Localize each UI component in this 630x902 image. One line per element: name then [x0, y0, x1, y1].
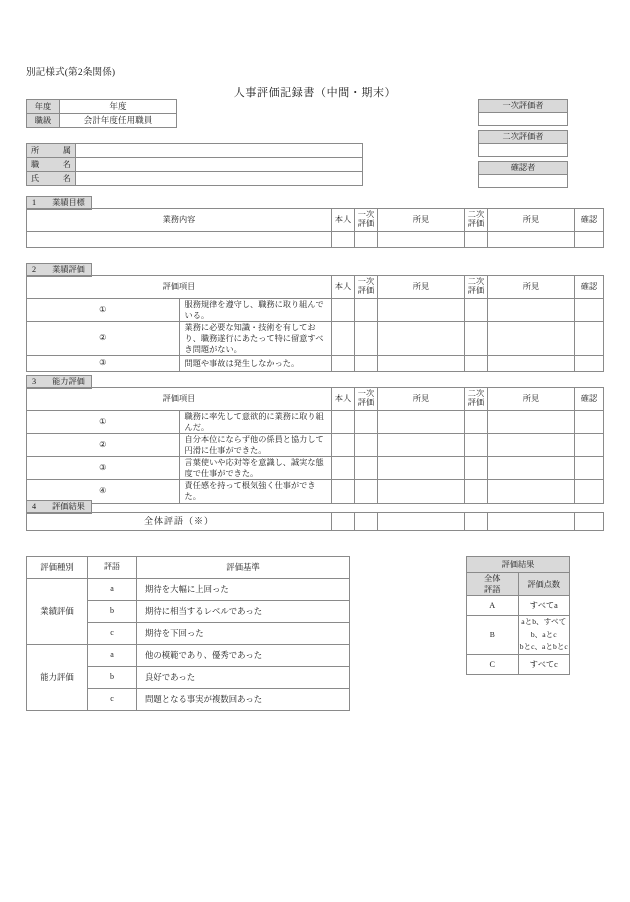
section-4-table — [26, 512, 604, 531]
col-overall-grade: 全体 評語 — [467, 573, 519, 596]
self-input[interactable] — [332, 356, 355, 372]
col-remark-second: 所見 — [488, 276, 575, 299]
remark-first-input[interactable] — [378, 434, 465, 457]
result-legend-table — [466, 556, 570, 675]
table-header-row — [27, 276, 604, 299]
job-title-value[interactable] — [76, 158, 363, 172]
second-eval-input[interactable] — [465, 299, 488, 322]
col-eval-kind: 評価種別 — [27, 557, 88, 579]
first-eval-input[interactable] — [355, 480, 378, 503]
table-header-row — [27, 388, 604, 411]
criteria-standard: 期待に相当するレベルであった — [137, 601, 350, 623]
col-first-eval: 一次 評価 — [355, 209, 378, 232]
confirm-input[interactable] — [575, 232, 604, 248]
evaluator-confirmer-label: 確認者 — [479, 162, 568, 175]
result-points: aとb、すべてb、aとc bとc、aとbとc — [518, 616, 570, 655]
first-eval-input[interactable] — [355, 232, 378, 248]
col-eval-points: 評価点数 — [518, 573, 570, 596]
result-legend-title: 評価結果 — [467, 557, 570, 573]
result-grade: A — [467, 596, 519, 616]
form-identifier: 別記様式(第2条関係) — [26, 68, 116, 78]
table-row — [27, 356, 604, 372]
table-header-row — [27, 557, 350, 579]
col-self: 本人 — [332, 388, 355, 411]
section-4-number: 4 — [32, 502, 37, 511]
self-input[interactable] — [332, 513, 355, 531]
remark-first-input[interactable] — [378, 299, 465, 322]
table-row — [27, 480, 604, 503]
row-number: ② — [27, 434, 180, 457]
criteria-table — [26, 556, 350, 711]
criteria-grade: c — [88, 623, 137, 645]
col-first-eval: 一次 評価 — [355, 276, 378, 299]
criteria-standard: 期待を大幅に上回った — [137, 579, 350, 601]
name-value[interactable] — [76, 172, 363, 186]
section-3-number: 3 — [32, 377, 37, 386]
second-eval-input[interactable] — [465, 356, 488, 372]
col-self: 本人 — [332, 209, 355, 232]
criteria-grade: a — [88, 645, 137, 667]
criteria-standard: 期待を下回った — [137, 623, 350, 645]
section-3-label: 能力評価 — [52, 377, 85, 386]
eval-item-text: 問題や事故は発生しなかった。 — [179, 356, 332, 372]
col-second-eval: 二次 評価 — [465, 209, 488, 232]
col-first-eval: 一次 評価 — [355, 388, 378, 411]
affiliation-label: 所属 — [27, 144, 76, 158]
first-eval-input[interactable] — [355, 513, 378, 531]
name-label: 氏名 — [27, 172, 76, 186]
section-1-label: 業績目標 — [52, 198, 85, 207]
table-row — [27, 144, 363, 158]
second-eval-input[interactable] — [465, 480, 488, 503]
affiliation-value[interactable] — [76, 144, 363, 158]
criteria-kind-performance: 業績評価 — [27, 579, 88, 645]
remark-second-input[interactable] — [488, 232, 575, 248]
table-row — [27, 100, 177, 114]
table-row — [27, 645, 350, 667]
row-number: ① — [27, 299, 180, 322]
remark-first-input[interactable] — [378, 232, 465, 248]
second-eval-input[interactable] — [465, 513, 488, 531]
remark-second-input[interactable] — [488, 299, 575, 322]
section-4-label: 評価結果 — [52, 502, 85, 511]
self-input[interactable] — [332, 232, 355, 248]
first-eval-input[interactable] — [355, 411, 378, 434]
section-1-table — [26, 208, 604, 248]
remark-second-input[interactable] — [488, 513, 575, 531]
criteria-kind-ability: 能力評価 — [27, 645, 88, 711]
col-remark-second: 所見 — [488, 209, 575, 232]
row-number: ③ — [27, 457, 180, 480]
self-input[interactable] — [332, 434, 355, 457]
table-row — [27, 232, 604, 248]
remark-first-input[interactable] — [378, 356, 465, 372]
confirm-input[interactable] — [575, 322, 604, 356]
evaluator-secondary-label: 二次評価者 — [479, 131, 568, 144]
eval-item-text: 言葉使いや応対等を意識し、誠実な態度で仕事ができた。 — [179, 457, 332, 480]
col-remark-first: 所見 — [378, 388, 465, 411]
eval-item-text: 職務に率先して意欲的に業務に取り組んだ。 — [179, 411, 332, 434]
col-remark-first: 所見 — [378, 276, 465, 299]
evaluator-confirmer-value[interactable] — [479, 175, 568, 188]
section-2-label: 業績評価 — [52, 265, 85, 274]
table-row — [27, 114, 177, 128]
first-eval-input[interactable] — [355, 434, 378, 457]
col-second-eval: 二次 評価 — [465, 276, 488, 299]
section-2-number: 2 — [32, 265, 37, 274]
evaluator-primary — [478, 99, 568, 126]
eval-item-text: 業務に必要な知識・技術を有しており、職務遂行にあたって特に留意すべき問題がない。 — [179, 322, 332, 356]
col-confirm: 確認 — [575, 209, 604, 232]
confirm-input[interactable] — [575, 299, 604, 322]
criteria-standard: 良好であった — [137, 667, 350, 689]
table-row — [467, 654, 570, 674]
remark-first-input[interactable] — [378, 322, 465, 356]
table-row — [27, 434, 604, 457]
remark-first-input[interactable] — [378, 457, 465, 480]
col-second-eval: 二次 評価 — [465, 388, 488, 411]
col-confirm: 確認 — [575, 388, 604, 411]
col-eval-item: 評価項目 — [27, 276, 332, 299]
remark-second-input[interactable] — [488, 434, 575, 457]
table-row — [27, 299, 604, 322]
remark-second-input[interactable] — [488, 457, 575, 480]
criteria-grade: a — [88, 579, 137, 601]
confirm-input[interactable] — [575, 411, 604, 434]
confirm-input[interactable] — [575, 356, 604, 372]
first-eval-input[interactable] — [355, 457, 378, 480]
work-content-input[interactable] — [27, 232, 332, 248]
confirm-input[interactable] — [575, 434, 604, 457]
self-input[interactable] — [332, 457, 355, 480]
remark-second-input[interactable] — [488, 480, 575, 503]
year-value[interactable]: 年度 — [60, 100, 177, 114]
affiliation-table — [26, 143, 363, 186]
col-standard: 評価基準 — [137, 557, 350, 579]
evaluator-secondary-value[interactable] — [479, 144, 568, 157]
second-eval-input[interactable] — [465, 232, 488, 248]
criteria-grade: b — [88, 667, 137, 689]
row-number: ② — [27, 322, 180, 356]
confirm-input[interactable] — [575, 457, 604, 480]
second-eval-input[interactable] — [465, 411, 488, 434]
section-2-table — [26, 275, 604, 372]
page-title: 人事評価記録書（中間・期末） — [233, 87, 397, 99]
first-eval-input[interactable] — [355, 322, 378, 356]
table-row — [27, 411, 604, 434]
table-header-row — [467, 573, 570, 596]
criteria-grade: c — [88, 689, 137, 711]
remark-second-input[interactable] — [488, 356, 575, 372]
remark-second-input[interactable] — [488, 411, 575, 434]
table-row — [27, 457, 604, 480]
col-self: 本人 — [332, 276, 355, 299]
table-header-row — [467, 557, 570, 573]
remark-first-input[interactable] — [378, 411, 465, 434]
self-input[interactable] — [332, 299, 355, 322]
remark-first-input[interactable] — [378, 513, 465, 531]
col-eval-item: 評価項目 — [27, 388, 332, 411]
remark-first-input[interactable] — [378, 480, 465, 503]
table-header-row — [27, 209, 604, 232]
year-grade-table — [26, 99, 177, 128]
criteria-grade: b — [88, 601, 137, 623]
table-row — [27, 513, 604, 531]
section-3-table — [26, 387, 604, 504]
criteria-standard: 問題となる事実が複数回あった — [137, 689, 350, 711]
eval-item-text: 服務規律を遵守し、職務に取り組んでいる。 — [179, 299, 332, 322]
self-input[interactable] — [332, 480, 355, 503]
col-remark-second: 所見 — [488, 388, 575, 411]
evaluator-primary-value[interactable] — [479, 113, 568, 126]
eval-item-text: 責任感を持って根気強く仕事ができた。 — [179, 480, 332, 503]
first-eval-input[interactable] — [355, 356, 378, 372]
evaluator-stack — [478, 99, 568, 192]
job-title-label: 職名 — [27, 158, 76, 172]
table-row — [467, 596, 570, 616]
evaluator-confirmer — [478, 161, 568, 188]
row-number: ③ — [27, 356, 180, 372]
second-eval-input[interactable] — [465, 322, 488, 356]
second-eval-input[interactable] — [465, 457, 488, 480]
confirm-input[interactable] — [575, 480, 604, 503]
col-remark-first: 所見 — [378, 209, 465, 232]
row-number: ④ — [27, 480, 180, 503]
table-row — [27, 579, 350, 601]
table-row — [27, 172, 363, 186]
grade-value[interactable]: 会計年度任用職員 — [60, 114, 177, 128]
evaluator-primary-label: 一次評価者 — [479, 100, 568, 113]
overall-rating-label: 全体評語（※） — [27, 513, 332, 531]
grade-label: 職級 — [27, 114, 60, 128]
eval-item-text: 自分本位にならず他の係員と協力して円滑に仕事ができた。 — [179, 434, 332, 457]
row-number: ① — [27, 411, 180, 434]
result-grade: C — [467, 654, 519, 674]
result-grade: B — [467, 616, 519, 655]
col-confirm: 確認 — [575, 276, 604, 299]
table-row — [27, 158, 363, 172]
second-eval-input[interactable] — [465, 434, 488, 457]
table-row — [27, 322, 604, 356]
table-row — [467, 616, 570, 655]
remark-second-input[interactable] — [488, 322, 575, 356]
evaluator-secondary — [478, 130, 568, 157]
confirm-input[interactable] — [575, 513, 604, 531]
section-1-number: 1 — [32, 198, 37, 207]
year-label: 年度 — [27, 100, 60, 114]
result-points: すべてc — [518, 654, 570, 674]
first-eval-input[interactable] — [355, 299, 378, 322]
result-points: すべてa — [518, 596, 570, 616]
self-input[interactable] — [332, 322, 355, 356]
self-input[interactable] — [332, 411, 355, 434]
col-grade: 評語 — [88, 557, 137, 579]
col-work-content: 業務内容 — [27, 209, 332, 232]
criteria-standard: 他の模範であり、優秀であった — [137, 645, 350, 667]
